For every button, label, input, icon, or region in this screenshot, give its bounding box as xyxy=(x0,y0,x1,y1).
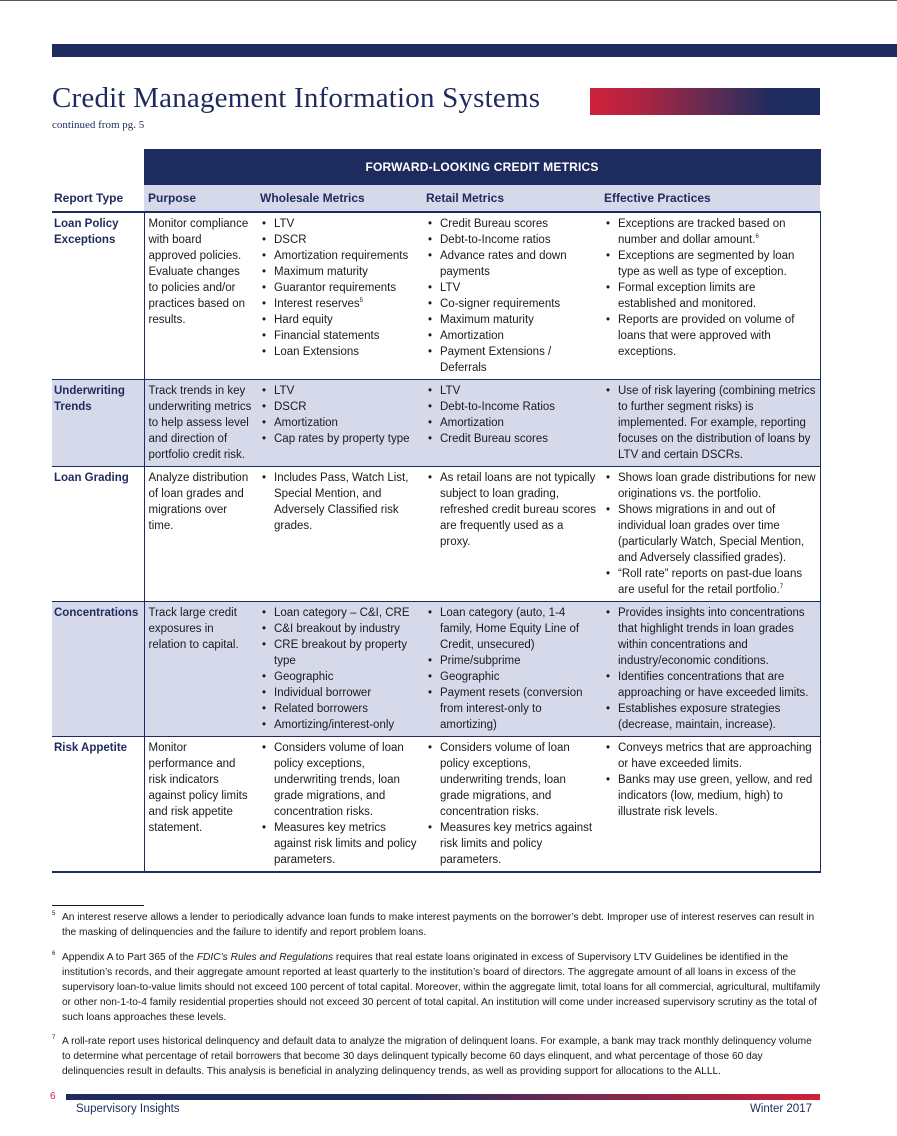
footnote-rule xyxy=(52,905,144,906)
list-item-text: “Roll rate” reports on past-due loans are useful for the retail portfolio. xyxy=(618,568,803,596)
footnote-number: 6 xyxy=(52,951,56,957)
credit-metrics-table xyxy=(52,149,821,873)
table-row xyxy=(52,467,820,602)
col-header-purpose: Purpose xyxy=(144,185,256,212)
list-item: • Geographic xyxy=(260,669,418,685)
issue-label: Winter 2017 xyxy=(749,1103,812,1115)
list-item: • Amortization xyxy=(260,415,418,431)
practices-cell xyxy=(600,602,820,737)
list-item: • LTV xyxy=(260,383,418,399)
page-title: Credit Management Information Systems xyxy=(52,82,541,114)
list-item: • LTV xyxy=(426,280,596,296)
list-item: • Amortization xyxy=(426,415,596,431)
list-item: • LTV xyxy=(426,383,596,399)
list-item-text: Interest reserves xyxy=(274,298,360,310)
list-item: • Credit Bureau scores xyxy=(426,431,596,447)
practices-cell xyxy=(600,737,820,873)
list-item: • Cap rates by property type xyxy=(260,431,418,447)
footnote-number: 7 xyxy=(52,1035,56,1041)
list-item: • Provides insights into concentrations that highlight trends in loan grades within concentrations and industry/economic conditions. xyxy=(604,605,816,669)
list-item xyxy=(260,296,418,312)
publication-name: Supervisory Insights xyxy=(76,1103,180,1115)
list-item: • Prime/subprime xyxy=(426,653,596,669)
continued-note: continued from pg. 5 xyxy=(52,119,145,131)
list-item: • Guarantor requirements xyxy=(260,280,418,296)
footnote-ref: 5 xyxy=(359,298,363,305)
list-item-text: Exceptions are tracked based on number and dollar amount. xyxy=(618,218,786,246)
purpose-cell: Analyze distribution of loan grades and migrations over time. xyxy=(148,472,249,532)
footnote-ref: 6 xyxy=(755,234,759,241)
page-number: 6 xyxy=(50,1091,56,1102)
footnote-ref: 7 xyxy=(779,584,784,591)
list-item: • Identifies concentrations that are approaching or have exceeded limits. xyxy=(604,669,816,701)
purpose-cell: Monitor compliance with board approved policies. Evaluate changes to policies and/or practices based on results. xyxy=(148,218,249,326)
list-item: • Considers volume of loan policy exceptions, underwriting trends, loan grade migrations, and concentration risks. xyxy=(260,740,418,820)
retail-cell xyxy=(422,212,600,380)
list-item: • DSCR xyxy=(260,399,418,415)
list-item: • LTV xyxy=(260,216,418,232)
table-row xyxy=(52,380,820,467)
list-item: • Measures key metrics against risk limits and policy parameters. xyxy=(426,820,596,868)
footnote-5 xyxy=(52,910,822,940)
list-item: • Hard equity xyxy=(260,312,418,328)
list-item: • Payment resets (conversion from interest-only to amortizing) xyxy=(426,685,596,733)
wholesale-cell xyxy=(256,737,422,873)
list-item: • CRE breakout by property type xyxy=(260,637,418,669)
footnote-text: An interest reserve allows a lender to periodically advance loan funds to make interest payments on the borrower’s debt. Improper use of interest reserves can result in the masking of delinquencies and the failure to identify and report problem loans. xyxy=(62,912,815,938)
list-item xyxy=(604,566,816,598)
wholesale-cell xyxy=(256,380,422,467)
list-item: • Credit Bureau scores xyxy=(426,216,596,232)
report-type-cell: Risk Appetite xyxy=(52,737,144,873)
list-item: • Use of risk layering (combining metrics to further segment risks) is implemented. For example, reporting focuses on the distribution of loans by LTV and certain DSCRs. xyxy=(604,383,816,463)
practices-cell xyxy=(600,212,820,380)
report-type-cell: Loan Grading xyxy=(52,467,144,602)
footnote-text: A roll-rate report uses historical delinquency and default data to analyze the migration of delinquent loans. For example, a bank may track monthly delinquency volume to determine what percentage of retail borrowers that become 30 days delinquent typically become 60 days elinquent, and what percentage of those 60 day delinquencies result in defaults. This analysis is beneficial in analyzing delinquency trends, as well as providing support for allocations to the ALLL. xyxy=(62,1036,812,1077)
list-item: • Geographic xyxy=(426,669,596,685)
retail-cell xyxy=(422,467,600,602)
list-item: • Includes Pass, Watch List, Special Mention, and Adversely Classified risk grades. xyxy=(260,470,418,534)
list-item: • Loan Extensions xyxy=(260,344,418,360)
footnote-italic-title: FDIC’s Rules and Regulations xyxy=(196,952,334,963)
list-item: • Related borrowers xyxy=(260,701,418,717)
list-item: • Co-signer requirements xyxy=(426,296,596,312)
list-item: • Considers volume of loan policy exceptions, underwriting trends, loan grade migrations, and concentration risks. xyxy=(426,740,596,820)
list-item: • Shows migrations in and out of individual loan grades over time (particularly Watch, Special Mention, and Adversely classified grades). xyxy=(604,502,816,566)
col-header-report-type: Report Type xyxy=(52,185,144,212)
list-item: • C&I breakout by industry xyxy=(260,621,418,637)
col-header-retail: Retail Metrics xyxy=(422,185,600,212)
list-item: • Banks may use green, yellow, and red indicators (low, medium, high) to illustrate risk levels. xyxy=(604,772,816,820)
list-item: • Debt-to-Income ratios xyxy=(426,232,596,248)
purpose-cell: Track trends in key underwriting metrics to help assess level and direction of portfolio credit risk. xyxy=(144,380,256,467)
footnote-text: Appendix A to Part 365 of the xyxy=(62,952,197,963)
report-type-cell: Underwriting Trends xyxy=(52,380,144,467)
purpose-cell: Monitor performance and risk indicators against policy limits and risk appetite statement. xyxy=(148,742,248,834)
list-item: • Loan category (auto, 1-4 family, Home Equity Line of Credit, unsecured) xyxy=(426,605,596,653)
list-item: • Shows loan grade distributions for new originations vs. the portfolio. xyxy=(604,470,816,502)
list-item: • Amortization requirements xyxy=(260,248,418,264)
table-row xyxy=(52,737,820,873)
list-item: • DSCR xyxy=(260,232,418,248)
list-item: • Payment Extensions / Deferrals xyxy=(426,344,596,376)
list-item: • Debt-to-Income Ratios xyxy=(426,399,596,415)
col-header-wholesale: Wholesale Metrics xyxy=(256,185,422,212)
footnote-6 xyxy=(52,950,822,1025)
table-row xyxy=(52,212,820,380)
report-type-cell: Concentrations xyxy=(52,602,144,737)
table-corner xyxy=(52,149,144,185)
wholesale-cell xyxy=(256,212,422,380)
footnote-text: requires that real estate loans originated in excess of Supervisory LTV Guidelines be identified in the institution’s records, and their aggregate amount reported at least quarterly to the institution’s board of directors. The aggregate amount of all loans in excess of the supervisory loan-to-value limits should not exceed 100 percent of total capital. Moreover, within the aggregate limit, total loans for all commercial, agricultural, multifamily or other non-1-to-4 family residential properties should not exceed 30 percent of total capital. An institution will come under increased supervisory scrutiny as the total of such loans approaches these levels. xyxy=(62,952,821,1023)
report-type-cell: Loan Policy Exceptions xyxy=(52,212,144,380)
footer-bar xyxy=(66,1094,820,1100)
list-item: • As retail loans are not typically subject to loan grading, refreshed credit bureau scores are frequently used as a proxy. xyxy=(426,470,596,550)
title-accent-bar xyxy=(590,88,820,115)
retail-cell xyxy=(422,737,600,873)
list-item: • Amortization xyxy=(426,328,596,344)
list-item: • Formal exception limits are established and monitored. xyxy=(604,280,816,312)
footnote-number: 5 xyxy=(52,911,56,917)
retail-cell xyxy=(422,380,600,467)
list-item: • Maximum maturity xyxy=(260,264,418,280)
col-header-practices: Effective Practices xyxy=(600,185,820,212)
table-row xyxy=(52,602,820,737)
list-item: • Establishes exposure strategies (decrease, maintain, increase). xyxy=(604,701,816,733)
list-item: • Maximum maturity xyxy=(426,312,596,328)
list-item: • Advance rates and down payments xyxy=(426,248,596,280)
list-item: • Loan category – C&I, CRE xyxy=(260,605,418,621)
list-item: • Reports are provided on volume of loans that were approved with exceptions. xyxy=(604,312,816,360)
list-item: • Measures key metrics against risk limits and policy parameters. xyxy=(260,820,418,868)
list-item: • Exceptions are segmented by loan type as well as type of exception. xyxy=(604,248,816,280)
list-item: • Financial statements xyxy=(260,328,418,344)
list-item: • Individual borrower xyxy=(260,685,418,701)
top-rule xyxy=(0,0,897,1)
list-item xyxy=(604,216,816,248)
practices-cell xyxy=(600,467,820,602)
wholesale-cell xyxy=(256,602,422,737)
wholesale-cell xyxy=(256,467,422,602)
table-banner: FORWARD-LOOKING CREDIT METRICS xyxy=(144,149,820,185)
header-bar xyxy=(52,44,897,57)
list-item: • Amortizing/interest-only xyxy=(260,717,418,733)
list-item: • Conveys metrics that are approaching or have exceeded limits. xyxy=(604,740,816,772)
retail-cell xyxy=(422,602,600,737)
purpose-cell: Track large credit exposures in relation to capital. xyxy=(144,602,256,737)
practices-cell xyxy=(600,380,820,467)
footnote-7 xyxy=(52,1034,822,1079)
